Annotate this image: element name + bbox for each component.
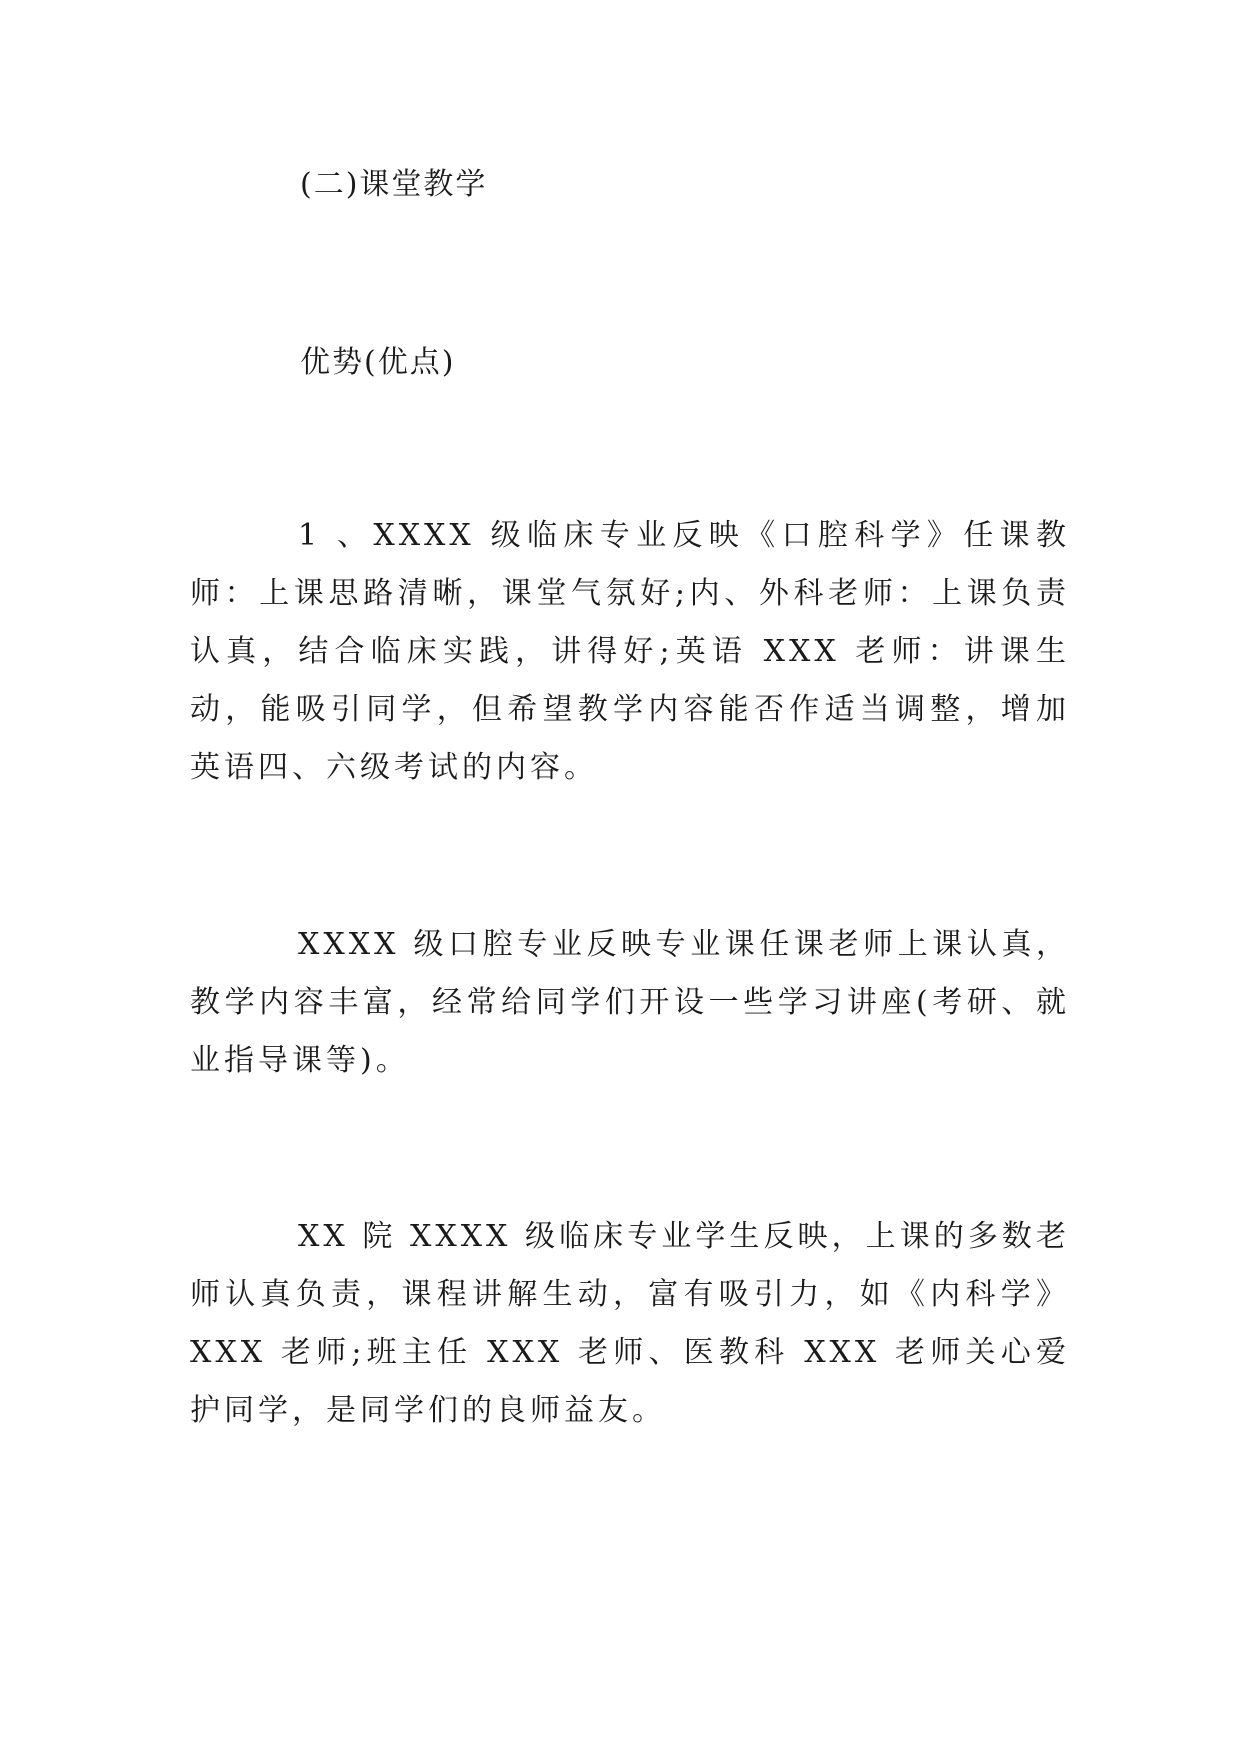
paragraph-1: 1 、XXXX 级临床专业反映《口腔科学》任课教师：上课思路清晰，课堂气氛好;内、外科老师：上课负责认真，结合临床实践，讲得好;英语 XXX 老师：讲课生动，能吸引同学，但希望教学内容能否作适当调整，增加英语四、六级考试的内容。 [190,518,1070,785]
section-heading: (二)课堂教学 [300,167,488,202]
subheading: 优势(优点) [300,345,456,380]
paragraph-2: XXXX 级口腔专业反映专业课任课老师上课认真，教学内容丰富，经常给同学们开设一些学习讲座(考研、就业指导课等)。 [190,927,1070,1078]
paragraph-3: XX 院 XXXX 级临床专业学生反映，上课的多数老师认真负责，课程讲解生动，富有吸引力，如《内科学》XXX 老师;班主任 XXX 老师、医教科 XXX 老师关心爱护同学，是同学们的良师益友。 [190,1219,1070,1428]
